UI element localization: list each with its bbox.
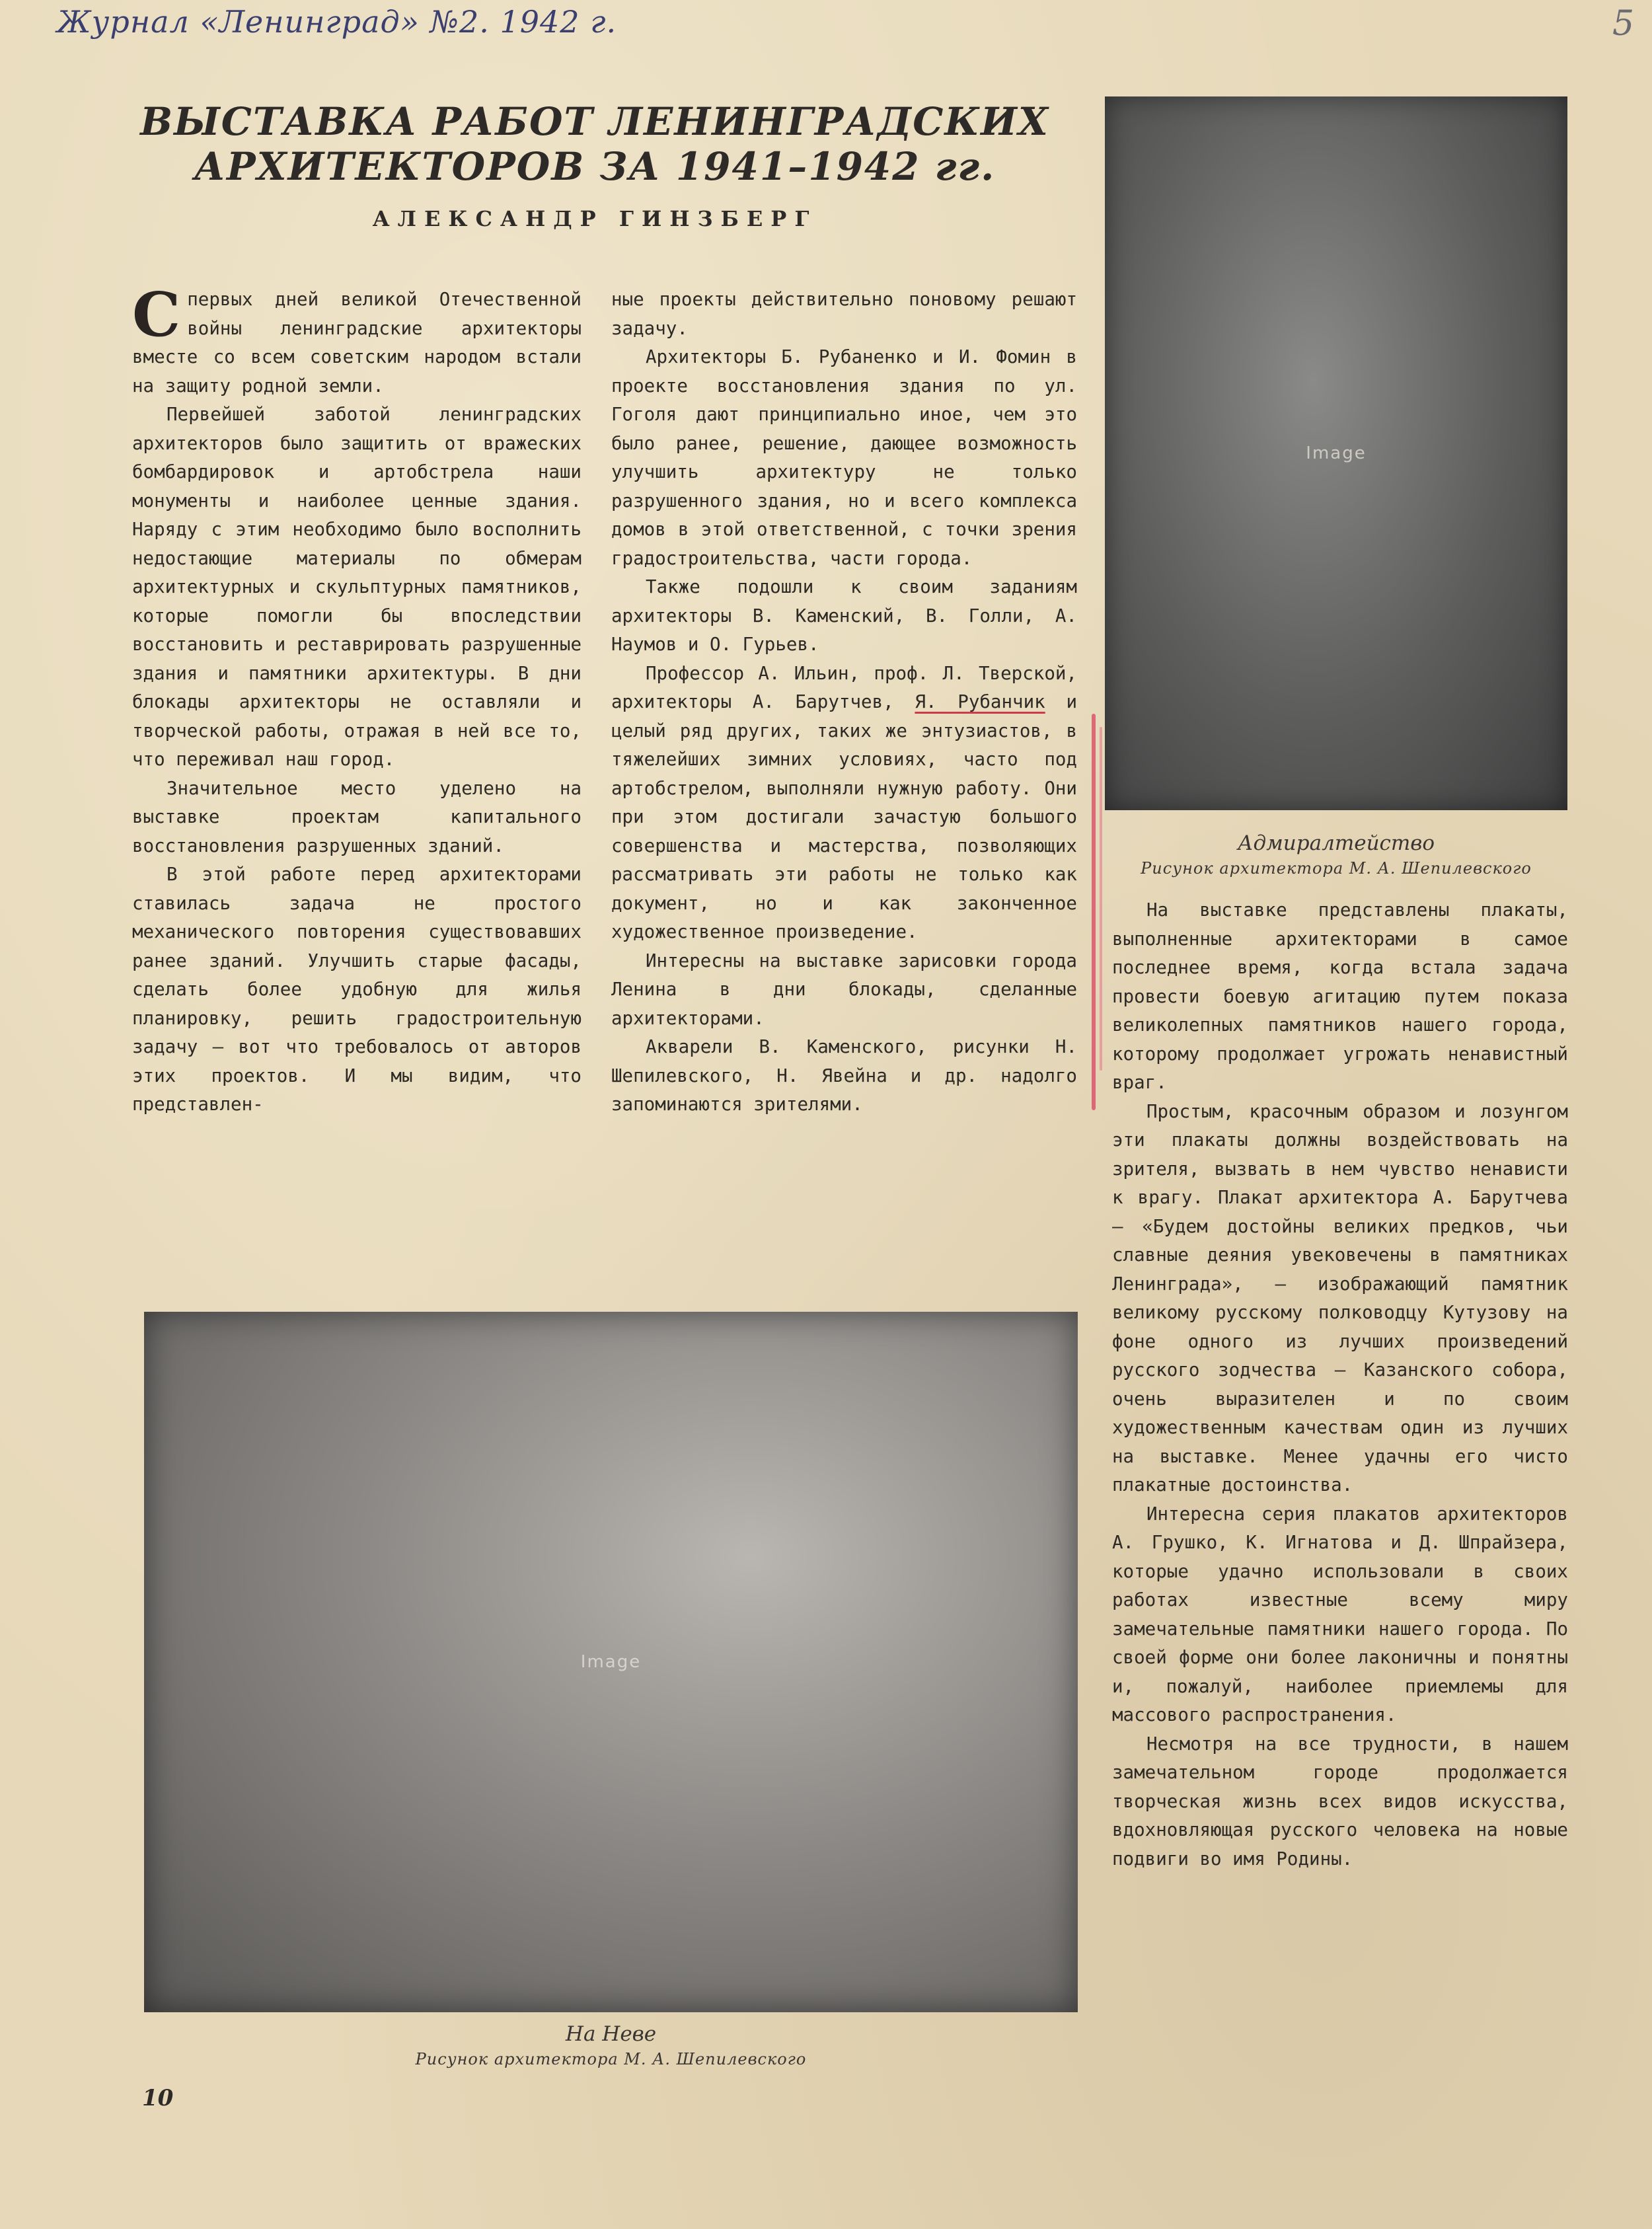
paragraph: Простым, красочным образом и лозунгом эти плакаты должны воздействовать на зрителя, вызвать в нем чувство ненависти к врагу. Плакат архитектора А. Барутчева — «Будем достойны великих предков, чьи славные деяния увековечены в памятниках Ленинграда», — изображающий памятник великому русскому полководцу Кутузову на фоне одного из лучших произведений русского зодчества — Казанского собора, очень выразителен и по своим художественным качествам один из лучших на выставке. Менее удачны его чисто плакатные достоинства. [1112, 1100, 1568, 1495]
neva-drawing [144, 1312, 1078, 2012]
title-line-2: АРХИТЕКТОРОВ ЗА 1941–1942 гг. [194, 144, 996, 189]
handwritten-page-number: 5 [1612, 4, 1635, 44]
underlined-name: Я. Рубанчик [915, 691, 1045, 712]
handwritten-note: Журнал «Ленинград» №2. 1942 г. [57, 4, 617, 40]
text-column-1 [132, 279, 582, 1119]
paragraph: В этой работе перед архитекторами ставилась задача не простого механического повторения существовавших ранее зданий. Улучшить старые фасады, сделать более удобную для жилья планировку, решить градостроительную задачу — вот что требовалось от авторов этих проектов. И мы видим, что представлен- [132, 864, 582, 1115]
image-placeholder-label: Image [580, 1652, 642, 1672]
article-title [106, 99, 1084, 189]
figure-caption-credit: Рисунок архитектора М. А. Шепилевского [415, 2050, 807, 2068]
paragraph: Интересна серия плакатов архитекторов А. Грушко, К. Игнатова и Д. Шпрайзера, которые удачно использовали в своих работах известные всему миру замечательные памятники нашего города. По своей форме они более лаконичны и понятны и, пожалуй, наиболее приемлемы для массового распространения. [1112, 1503, 1568, 1725]
drop-cap: С [132, 279, 181, 350]
paragraph [611, 660, 1077, 947]
paragraph: Несмотря на все трудности, в нашем замечательном городе продолжается творческая жизнь всех видов искусства, вдохновляющая русского человека на новые подвиги во имя Родины. [1112, 1733, 1568, 1870]
admiralty-drawing [1105, 96, 1567, 810]
paragraph: Акварели В. Каменского, рисунки Н. Шепилевского, Н. Явейна и др. надолго запоминаются зрителями. [611, 1036, 1077, 1115]
image-placeholder-label: Image [1306, 443, 1367, 463]
title-line-1: ВЫСТАВКА РАБОТ ЛЕНИНГРАДСКИХ [140, 99, 1049, 144]
paragraph: ные проекты действительно поновому решают задачу. [611, 289, 1077, 339]
article-author: АЛЕКСАНДР ГИНЗБЕРГ [372, 206, 817, 231]
figure-caption-title: На Неве [565, 2022, 657, 2046]
paragraph: Интересны на выставке зарисовки города Ленина в дни блокады, сделанные архитекторами. [611, 950, 1077, 1029]
paragraph: Значительное место уделено на выставке проектам капитального восстановления разрушенных зданий. [132, 777, 582, 856]
paragraph-text: Профессор А. Ильин, проф. Л. Тверской, архитекторы А. Барутчев, [611, 662, 1077, 712]
text-column-3 [1112, 896, 1568, 1873]
figure-caption-credit: Рисунок архитектора М. А. Шепилевского [1141, 859, 1532, 878]
text-column-2 [611, 285, 1077, 1119]
paragraph: Архитекторы Б. Рубаненко и И. Фомин в проекте восстановления здания по ул. Гоголя дают принципиально иное, чем это было ранее, решение, дающее возможность улучшить архитектуру не только разрушенного здания, но и всего комплекса домов в этой ответственной, с точки зрения градостроительства, части города. [611, 346, 1077, 569]
figure-caption-title: Адмиралтейство [1237, 831, 1435, 855]
red-pencil-mark [1100, 727, 1102, 1071]
paragraph-text: первых дней великой Отечественной войны ленинградские архитекторы вместе со всем советским народом встали на защиту родной земли. [132, 289, 582, 397]
paragraph: Также подошли к своим заданиям архитекторы В. Каменский, В. Голли, А. Наумов и О. Гурьев. [611, 576, 1077, 655]
paragraph [132, 279, 582, 400]
red-pencil-mark [1092, 714, 1096, 1110]
paragraph: На выставке представлены плакаты, выполненные архитекторами в самое последнее время, когда встала задача провести боевую агитацию путем показа великолепных памятников нашего города, которому продолжает угрожать ненавистный враг. [1112, 899, 1568, 1093]
paragraph-text: и целый ряд других, таких же энтузиастов, в тяжелейших зимних условиях, часто под артобстрелом, выполняли нужную работу. Они при этом достигали зачастую большого совершенства и мастерства, позволяющих рассматривать эти работы не только как документ, но и как законченное художественное произведение. [611, 691, 1078, 942]
paragraph: Первейшей заботой ленинградских архитекторов было защитить от вражеских бомбардировок и артобстрела наши монументы и наиболее ценные здания. Наряду с этим необходимо было восполнить недостающие материалы по обмерам архитектурных и скульптурных памятников, которые помогли бы впоследствии восстановить и реставрировать разрушенные здания и памятники архитектуры. В дни блокады архитекторы не оставляли и творческой работы, отражая в ней все то, что переживал наш город. [132, 404, 582, 770]
page-number: 10 [142, 2085, 174, 2111]
